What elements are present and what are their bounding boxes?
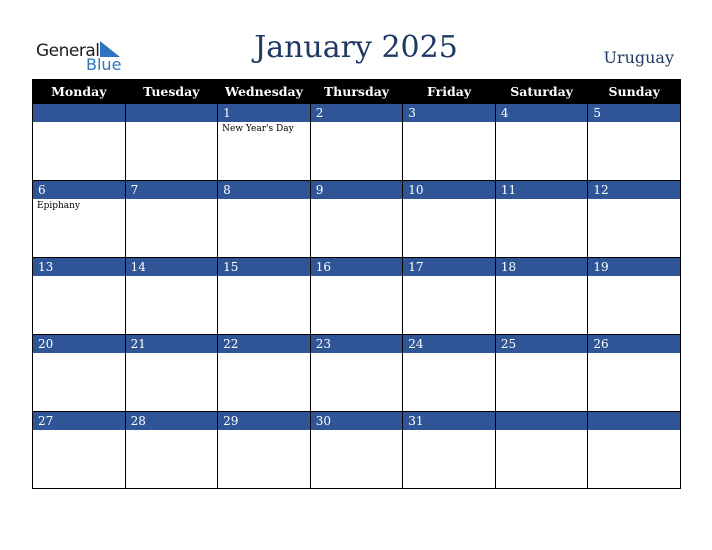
day-number: 19 bbox=[588, 258, 680, 276]
day-number: 15 bbox=[218, 258, 310, 276]
day-cell bbox=[218, 258, 311, 335]
day-cell bbox=[218, 412, 311, 489]
day-number: 13 bbox=[33, 258, 125, 276]
day-cell bbox=[125, 335, 218, 412]
week-row bbox=[33, 258, 681, 335]
day-cell bbox=[125, 258, 218, 335]
day-cell bbox=[310, 181, 403, 258]
calendar-grid bbox=[32, 79, 681, 489]
day-cell bbox=[495, 181, 588, 258]
logo-word-blue: Blue bbox=[86, 55, 122, 74]
day-number: 29 bbox=[218, 412, 310, 430]
day-number: 20 bbox=[33, 335, 125, 353]
day-cell bbox=[588, 258, 681, 335]
day-cell bbox=[310, 412, 403, 489]
day-number: 11 bbox=[496, 181, 588, 199]
holiday-label: New Year's Day bbox=[222, 124, 294, 134]
day-number: 9 bbox=[311, 181, 403, 199]
day-cell bbox=[125, 412, 218, 489]
day-number: 31 bbox=[403, 412, 495, 430]
day-cell bbox=[403, 412, 496, 489]
day-cell bbox=[495, 258, 588, 335]
day-cell bbox=[403, 181, 496, 258]
page-title: January 2025 bbox=[254, 30, 458, 65]
day-number bbox=[588, 412, 680, 430]
weekday-header: Wednesday bbox=[218, 80, 311, 104]
day-cell bbox=[403, 335, 496, 412]
day-cell bbox=[403, 258, 496, 335]
day-cell bbox=[33, 335, 126, 412]
weekday-header: Tuesday bbox=[125, 80, 218, 104]
day-cell bbox=[495, 412, 588, 489]
day-cell bbox=[125, 104, 218, 181]
day-cell bbox=[310, 335, 403, 412]
day-cell bbox=[495, 104, 588, 181]
day-number: 22 bbox=[218, 335, 310, 353]
weekday-header: Thursday bbox=[310, 80, 403, 104]
weekday-header: Saturday bbox=[495, 80, 588, 104]
weekday-header: Monday bbox=[33, 80, 126, 104]
day-number bbox=[496, 412, 588, 430]
day-cell bbox=[218, 181, 311, 258]
day-number: 3 bbox=[403, 104, 495, 122]
day-cell bbox=[588, 335, 681, 412]
week-row bbox=[33, 181, 681, 258]
day-number: 27 bbox=[33, 412, 125, 430]
day-number bbox=[33, 104, 125, 122]
day-number: 10 bbox=[403, 181, 495, 199]
day-cell bbox=[495, 335, 588, 412]
day-number: 28 bbox=[126, 412, 218, 430]
day-cell bbox=[403, 104, 496, 181]
weekday-header: Friday bbox=[403, 80, 496, 104]
weekday-header: Sunday bbox=[588, 80, 681, 104]
day-cell bbox=[218, 335, 311, 412]
day-number: 30 bbox=[311, 412, 403, 430]
day-number: 2 bbox=[311, 104, 403, 122]
day-cell bbox=[588, 412, 681, 489]
day-number: 21 bbox=[126, 335, 218, 353]
day-cell bbox=[33, 104, 126, 181]
day-cell bbox=[33, 412, 126, 489]
day-number: 8 bbox=[218, 181, 310, 199]
day-cell bbox=[588, 104, 681, 181]
day-number: 24 bbox=[403, 335, 495, 353]
day-cell bbox=[33, 181, 126, 258]
day-number: 1 bbox=[218, 104, 310, 122]
day-number: 5 bbox=[588, 104, 680, 122]
day-number: 16 bbox=[311, 258, 403, 276]
day-number: 14 bbox=[126, 258, 218, 276]
weekday-header-row bbox=[33, 80, 681, 104]
day-cell bbox=[125, 181, 218, 258]
day-number: 25 bbox=[496, 335, 588, 353]
day-number: 17 bbox=[403, 258, 495, 276]
day-number: 23 bbox=[311, 335, 403, 353]
logo-word-general: General bbox=[36, 41, 100, 61]
day-number: 4 bbox=[496, 104, 588, 122]
day-number: 12 bbox=[588, 181, 680, 199]
day-number: 18 bbox=[496, 258, 588, 276]
day-number bbox=[126, 104, 218, 122]
day-cell bbox=[588, 181, 681, 258]
day-number: 7 bbox=[126, 181, 218, 199]
day-cell bbox=[218, 104, 311, 181]
holiday-label: Epiphany bbox=[37, 201, 81, 211]
week-row bbox=[33, 412, 681, 489]
day-number: 26 bbox=[588, 335, 680, 353]
week-row bbox=[33, 335, 681, 412]
week-row bbox=[33, 104, 681, 181]
day-cell bbox=[310, 258, 403, 335]
day-cell bbox=[33, 258, 126, 335]
country-label: Uruguay bbox=[603, 48, 674, 67]
day-number: 6 bbox=[33, 181, 125, 199]
day-cell bbox=[310, 104, 403, 181]
